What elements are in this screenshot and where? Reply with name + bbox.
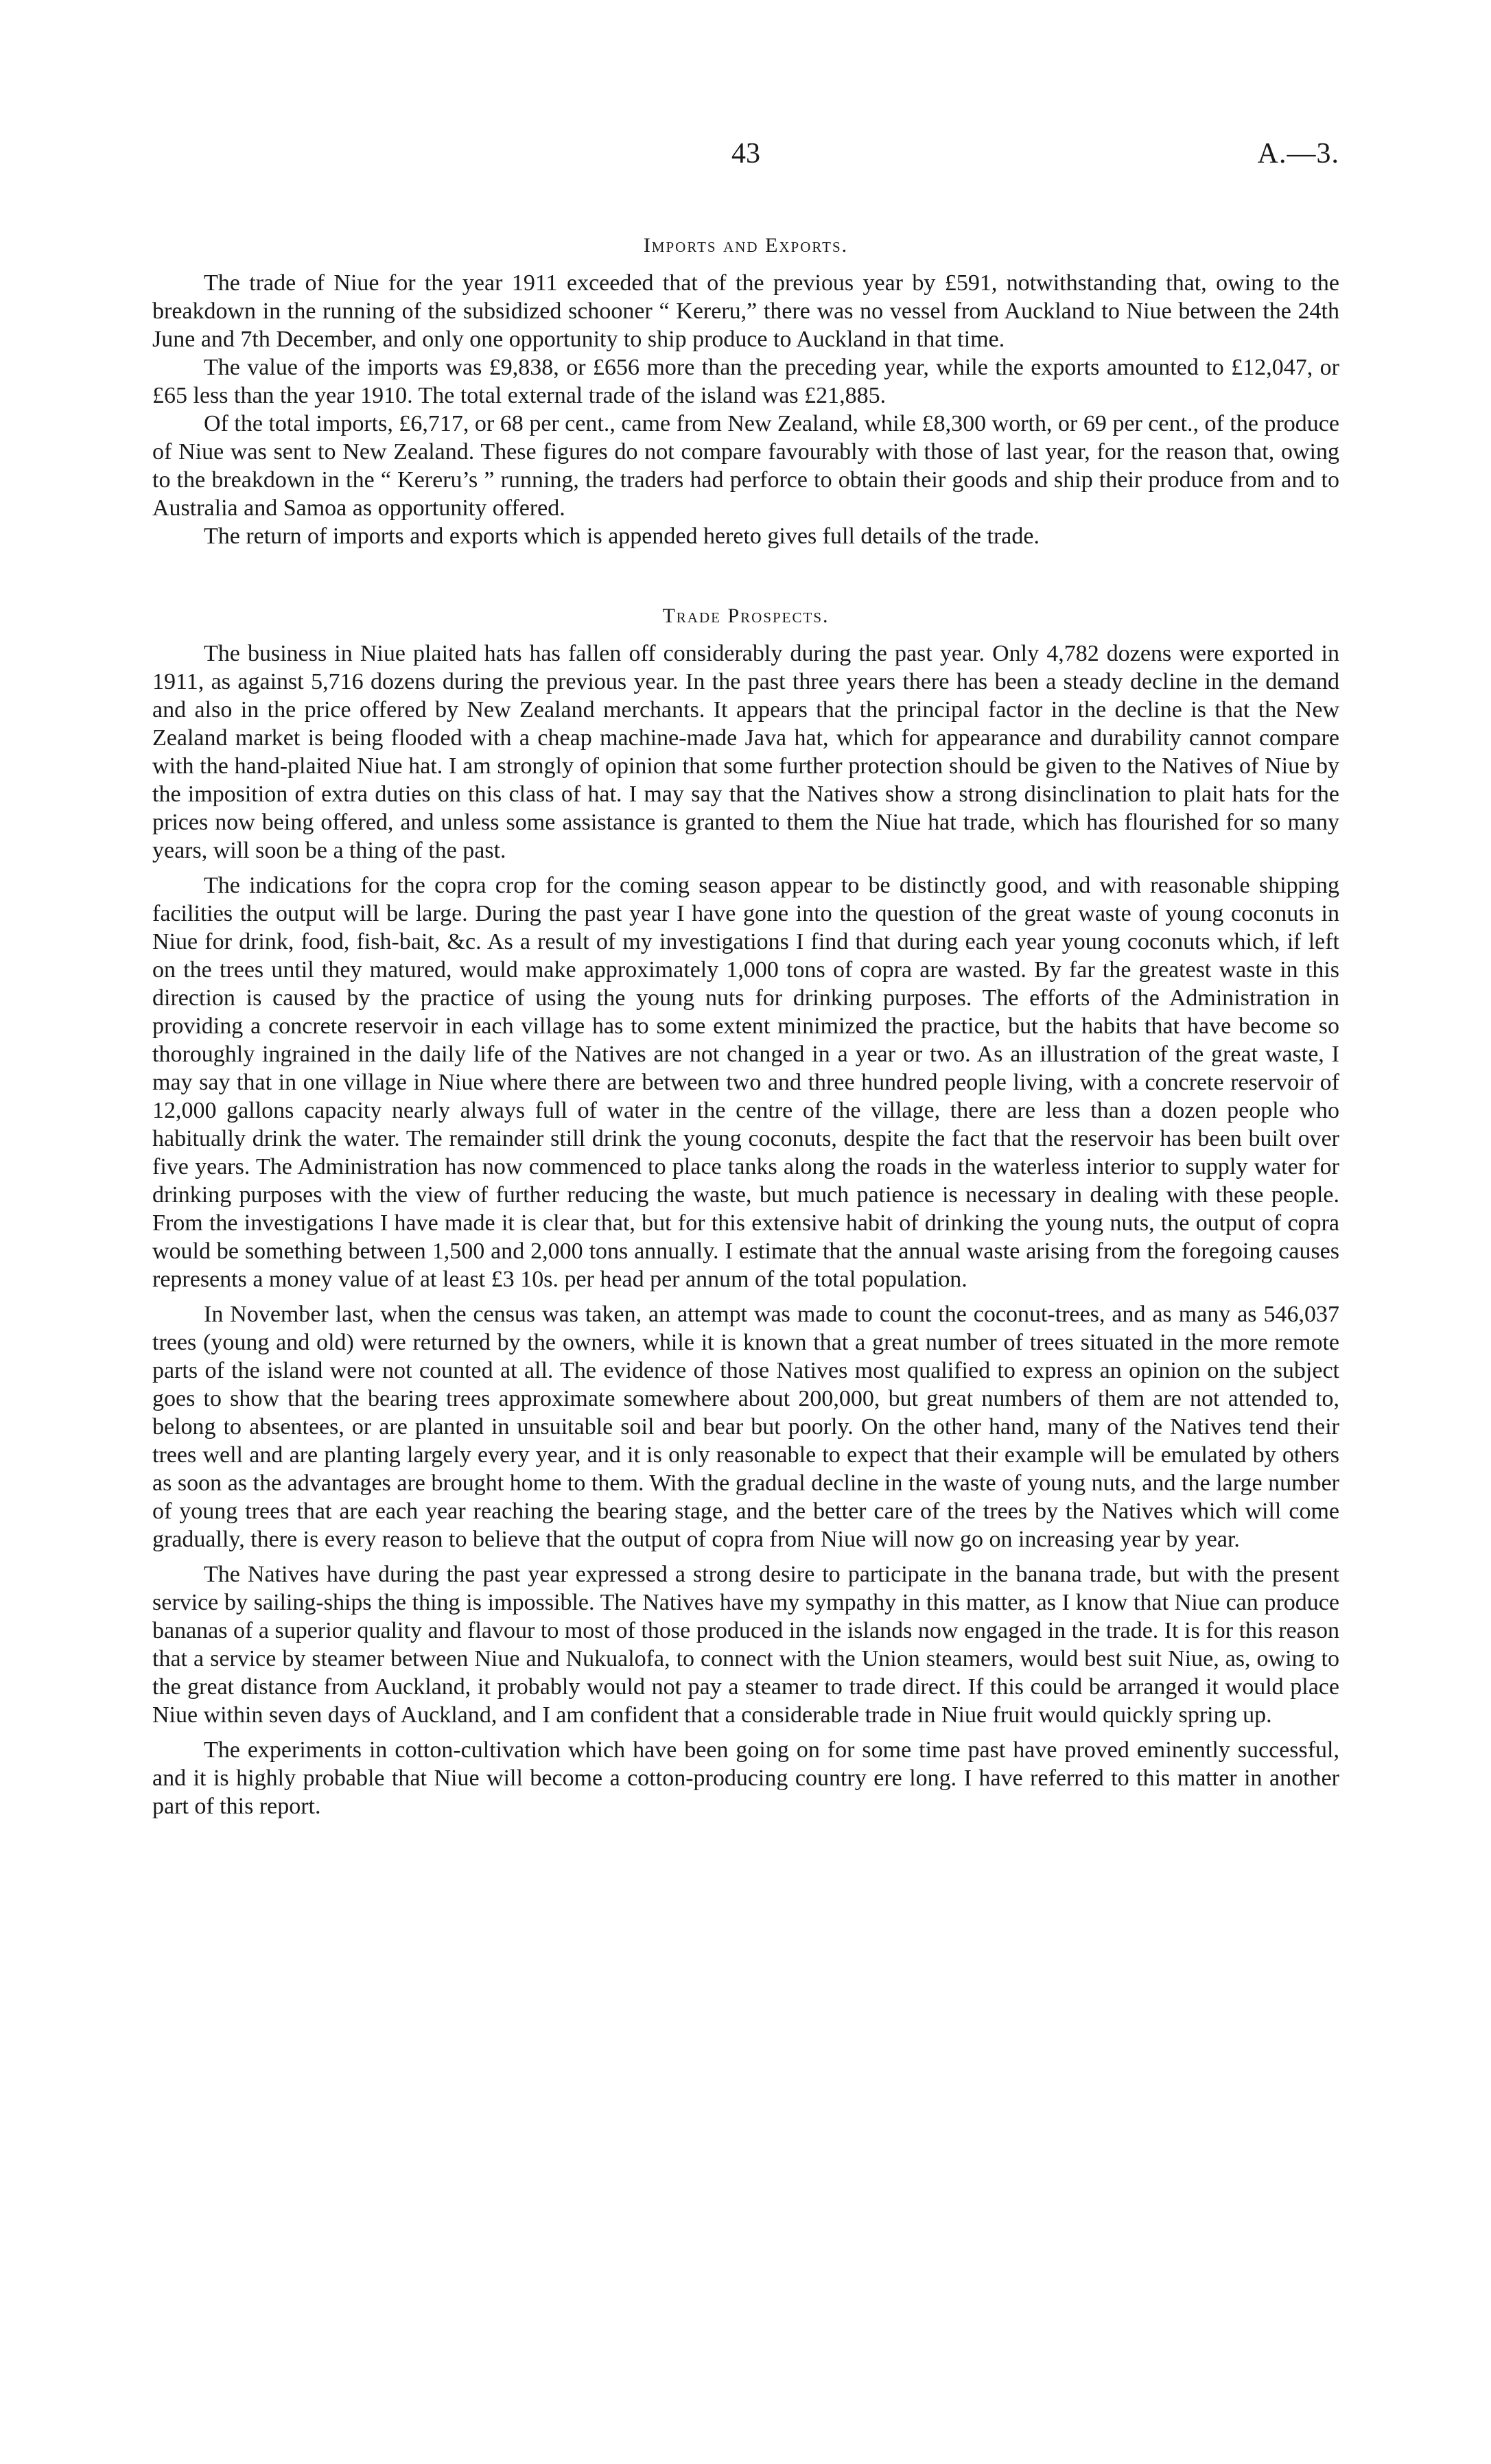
document-reference: A.—3. (1257, 138, 1339, 169)
paragraph: In November last, when the census was taken, an attempt was made to count the coconut-trees, and as many as 546,037 trees (young and old) were returned by the owners, while it is known that a great number of trees situated in the more remote parts of the island were not counted at all. The evidence of those Natives most qualified to express an opinion on the subject goes to show that the bearing trees approximate somewhere about 200,000, but great numbers of them are not attended to, belong to absentees, or are planted in unsuitable soil and bear but poorly. On the other hand, many of the Natives tend their trees well and are planting largely every year, and it is only reasonable to expect that their example will be emulated by others as soon as the advantages are brought home to them. With the gradual decline in the waste of young nuts, and the large number of young trees that are each year reaching the bearing stage, and the better care of the trees by the Natives which will come gradually, there is every reason to believe that the output of copra from Niue will now go on increasing year by year. (152, 1302, 1339, 1552)
paragraph: The return of imports and exports which is appended hereto gives full details of the trade. (204, 524, 1040, 549)
paragraph: The value of the imports was £9,838, or £656 more than the preceding year, while the exports amounted to £12,047, or £65 less than the year 1910. The total external trade of the island was £21,885. (152, 355, 1339, 408)
page-header (152, 137, 1339, 178)
section-trade-prospects (152, 602, 1339, 1820)
section-spacer (152, 550, 1339, 602)
paragraph: The experiments in cotton-cultivation which have been going on for some time past have proved eminently successful, and it is highly probable that Niue will become a cotton-producing country ere long. I have referred to this matter in another part of this report. (152, 1737, 1339, 1819)
paragraph: Of the total imports, £6,717, or 68 per cent., came from New Zealand, while £8,300 worth, or 69 per cent., of the produce of Niue was sent to New Zealand. These figures do not compare favourably with those of last year, for the reason that, owing to the breakdown in the “ Kereru’s ” running, the traders had perforce to obtain their goods and ship their produce from and to Australia and Samoa as opportunity offered. (152, 411, 1339, 521)
page-body (152, 232, 1339, 1820)
paragraph: The indications for the copra crop for the coming season appear to be distinctly good, and with reasonable shipping facilities the output will be large. During the past year I have gone into the question of the great waste of young coconuts in Niue for drink, food, fish-bait, &c. As a result of my investigations I find that during each year young coconuts which, if left on the trees until they matured, would make approximately 1,000 tons of copra are wasted. By far the greatest waste in this direction is caused by the practice of using the young nuts for drinking purposes. The efforts of the Administration in providing a concrete reservoir in each village has to some extent minimized the practice, but the habits that have become so thoroughly ingrained in the daily life of the Natives are not changed in a year or two. As an illustration of the great waste, I may say that in one village in Niue where there are between two and three hundred people living, with a concrete reservoir of 12,000 gallons capacity nearly always full of water in the centre of the village, there are less than a dozen people who habitually drink the water. The remainder still drink the young coconuts, despite the fact that the reservoir has been built over five years. The Administration has now commenced to place tanks along the roads in the waterless interior to supply water for drinking purposes with the view of further reducing the waste, but much patience is necessary in dealing with these people. From the investigations I have made it is clear that, but for this extensive habit of drinking the young nuts, the output of copra would be something between 1,500 and 2,000 tons annually. I estimate that the annual waste arising from the foregoing causes represents a money value of at least £3 10s. per head per annum of the total population. (152, 873, 1339, 1292)
section-imports-and-exports (152, 232, 1339, 550)
paragraph: The Natives have during the past year expressed a strong desire to participate in the banana trade, but with the present service by sailing-ships the thing is impossible. The Natives have my sympathy in this matter, as I know that Niue can produce bananas of a superior quality and flavour to most of those produced in the islands now engaged in the trade. It is for this reason that a service by steamer between Niue and Nukualofa, to connect with the Union steamers, would best suit Niue, as, owing to the great distance from Auckland, it probably would not pay a steamer to trade direct. If this could be arranged it would place Niue within seven days of Auckland, and I am confident that a considerable trade in Niue fruit would quickly spring up. (152, 1562, 1339, 1728)
section-heading: Imports and Exports. (643, 234, 849, 257)
paragraph: The business in Niue plaited hats has fallen off considerably during the past year. Only 4,782 dozens were exported in 1911, as against 5,716 dozens during the previous year. In the past three years there has been a steady decline in the demand and also in the price offered by New Zealand merchants. It appears that the principal factor in the decline is that the New Zealand market is being flooded with a cheap machine-made Java hat, which for appearance and durability cannot compare with the hand-plaited Niue hat. I am strongly of opinion that some further protection should be given to the Natives of Niue by the imposition of extra duties on this class of hat. I may say that the Natives show a strong disinclination to plait hats for the prices now being offered, and unless some assistance is granted to them the Niue hat trade, which has flourished for so many years, will soon be a thing of the past. (152, 641, 1339, 863)
paragraph: The trade of Niue for the year 1911 exceeded that of the previous year by £591, notwithstanding that, owing to the breakdown in the running of the subsidized schooner “ Kereru,” there was no vessel from Auckland to Niue between the 24th June and 7th December, and only one opportunity to ship produce to Auckland in that time. (152, 270, 1339, 352)
page-number: 43 (731, 138, 760, 169)
section-heading: Trade Prospects. (662, 605, 830, 627)
